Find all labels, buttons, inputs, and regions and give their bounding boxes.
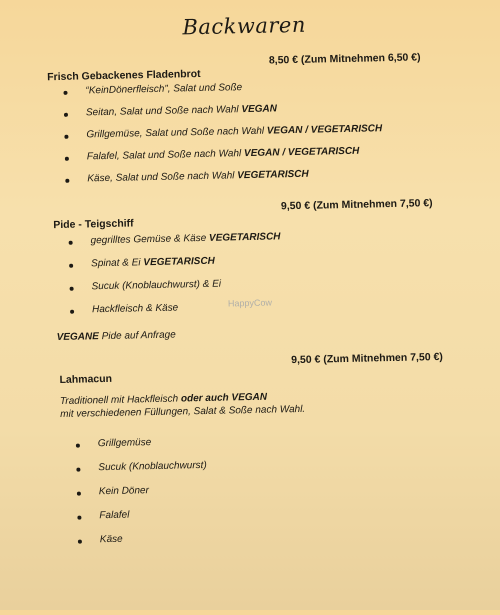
list-item: gegrilltes Gemüse & Käse VEGETARISCH (69, 231, 281, 246)
item-list-lahmacun (76, 436, 209, 546)
price-fladenbrot: 8,50 € (Zum Mitnehmen 6,50 €) (268, 51, 421, 67)
page-title: Backwaren (182, 12, 307, 40)
watermark-logo: HappyCow (227, 297, 273, 309)
list-item: Käse (78, 532, 209, 546)
list-item: “KeinDönerfleisch”, Salat und Soße (63, 79, 381, 97)
section-title-pide: Pide - Teigschiff (53, 217, 134, 232)
section-title-lahmacun: Lahmacun (59, 372, 113, 387)
list-item: Kein Döner (77, 484, 208, 498)
list-item: Käse, Salat und Soße nach Wahl VEGETARISCH (65, 167, 383, 185)
lahmacun-description-line1: Traditionell mit Hackfleisch oder auch VEGAN (59, 391, 268, 407)
list-item: Grillgemüse (76, 436, 207, 450)
price-pide: 9,50 € (Zum Mitnehmen 7,50 €) (280, 197, 433, 213)
pide-note: VEGANE Pide auf Anfrage (56, 329, 176, 344)
list-item: Seitan, Salat und Soße nach Wahl VEGAN (64, 101, 382, 119)
list-item: Falafel, Salat und Soße nach Wahl VEGAN / VEGETARISCH (65, 145, 383, 163)
list-item: Grillgemüse, Salat und Soße nach Wahl VEGAN / VEGETARISCH (64, 123, 382, 141)
price-lahmacun: 9,50 € (Zum Mitnehmen 7,50 €) (291, 350, 443, 367)
list-item: Falafel (77, 508, 208, 522)
lahmacun-description-line2: mit verschiedenen Füllungen, Salat & Soße nach Wahl. (60, 403, 306, 420)
list-item: Hackfleisch & Käse (70, 300, 282, 315)
list-item: Sucuk (Knoblauchwurst) (76, 460, 207, 474)
section-title-fladenbrot: Frisch Gebackenes Fladenbrot (47, 67, 201, 84)
list-item: Spinat & Ei VEGETARISCH (69, 254, 281, 269)
list-item: Sucuk (Knoblauchwurst) & Ei (69, 277, 281, 292)
item-list-fladenbrot (63, 77, 383, 185)
